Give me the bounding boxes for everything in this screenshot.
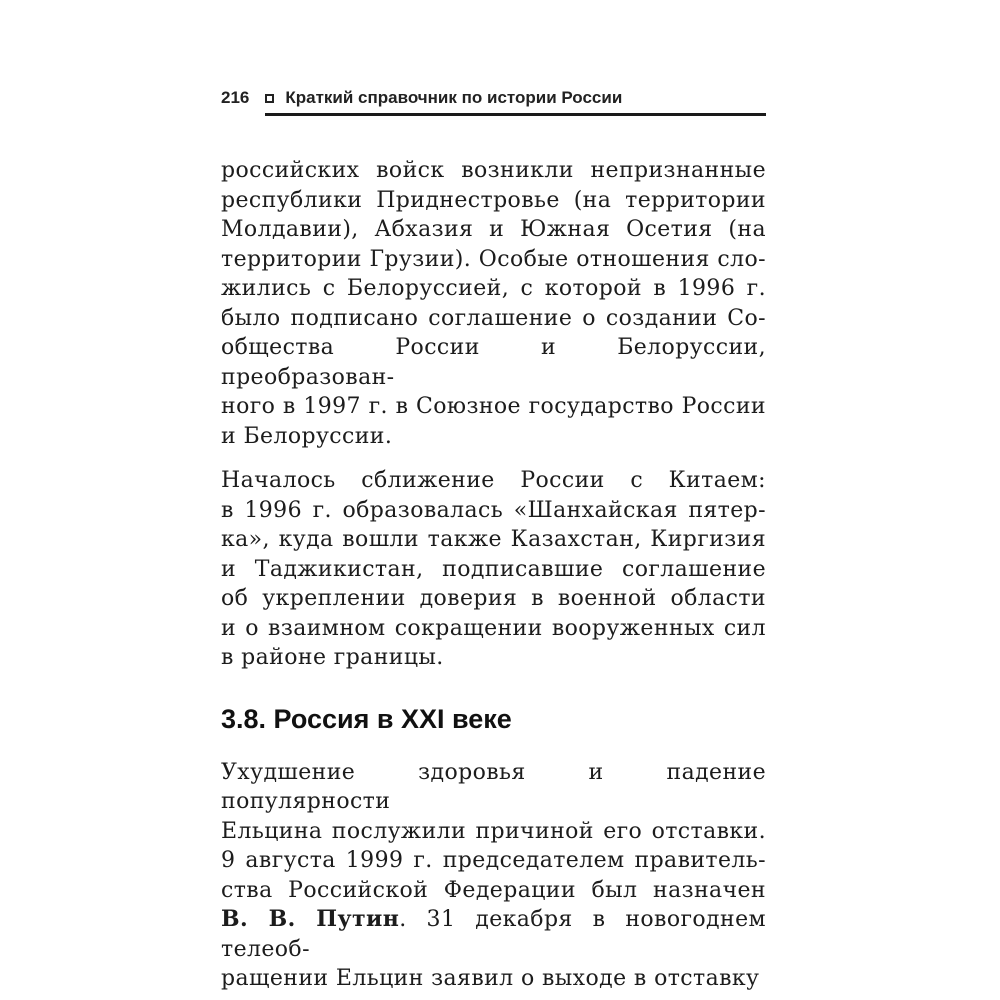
- text-segment: жились с Белоруссией, с которой в 1996 г.: [221, 276, 766, 301]
- text-line: [221, 643, 766, 673]
- text-column: [221, 88, 766, 1000]
- text-line: [221, 496, 766, 526]
- text-line: [221, 584, 766, 614]
- page-header: [221, 88, 766, 116]
- text-segment: об укреплении доверия в военной области: [221, 586, 766, 611]
- page-number: 216: [221, 88, 250, 107]
- text-segment: Началось сближение России с Китаем:: [221, 468, 766, 493]
- text-line: [221, 525, 766, 555]
- text-line: [221, 186, 766, 216]
- text-line: [221, 245, 766, 275]
- text-line: [221, 905, 766, 964]
- paragraph: [221, 758, 766, 994]
- paragraph: [221, 466, 766, 673]
- text-line: [221, 964, 766, 994]
- text-segment: 9 августа 1999 г. председателем правитель-: [221, 848, 766, 873]
- text-segment: российских войск возникли непризнанные: [221, 158, 766, 183]
- text-segment: Ухудшение здоровья и падение популярности: [221, 759, 766, 814]
- text-segment: ка», куда вошли также Казахстан, Киргизия: [221, 527, 766, 552]
- text-segment: и Белоруссии.: [221, 423, 393, 449]
- text-line: [221, 304, 766, 334]
- text-segment: общества России и Белоруссии, преобразован-: [221, 335, 766, 390]
- text-segment: . 31 декабря в новогоднем телеоб-: [221, 907, 767, 962]
- text-line: [221, 156, 766, 186]
- header-title-line: [265, 88, 766, 108]
- text-line: [221, 614, 766, 644]
- header-right: [265, 88, 766, 116]
- text-segment: республики Приднестровье (на территории: [221, 187, 766, 213]
- text-line: [221, 846, 766, 876]
- text-segment: ства Российской Федерации был назначен: [221, 877, 766, 903]
- text-line: [221, 758, 766, 817]
- text-segment: Ельцина послужили причиной его отставки.: [221, 818, 766, 844]
- bold-text: В. В. Путин: [221, 906, 400, 932]
- text-line: [221, 817, 766, 847]
- text-segment: и о взаимном сокращении вооруженных сил: [221, 615, 766, 641]
- text-segment: Молдавии), Абхазия и Южная Осетия (на: [221, 217, 766, 242]
- text-segment: ного в 1997 г. в Союзное государство России: [221, 394, 766, 419]
- text-line: [221, 274, 766, 304]
- text-segment: в районе границы.: [221, 645, 444, 670]
- text-line: [221, 555, 766, 585]
- text-segment: и Таджикистан, подписавшие соглашение: [221, 556, 766, 582]
- running-head-title: Краткий справочник по истории России: [285, 88, 623, 107]
- text-segment: ращении Ельцин заявил о выходе в отставку: [221, 966, 760, 991]
- text-line: [221, 215, 766, 245]
- section-heading: 3.8. Россия в XXI веке: [221, 703, 512, 734]
- text-line: [221, 466, 766, 496]
- header-rule: [265, 113, 766, 116]
- text-line: [221, 422, 766, 452]
- text-segment: было подписано соглашение о создании Со-: [221, 305, 766, 331]
- square-bullet-icon: [265, 94, 274, 103]
- text-segment: в 1996 г. образовалась «Шанхайская пятер-: [221, 497, 766, 523]
- content-area: [221, 156, 766, 994]
- text-line: [221, 876, 766, 906]
- text-line: [221, 392, 766, 422]
- paragraph: [221, 156, 766, 451]
- text-line: [221, 333, 766, 392]
- text-segment: территории Грузии). Особые отношения сло-: [221, 246, 766, 272]
